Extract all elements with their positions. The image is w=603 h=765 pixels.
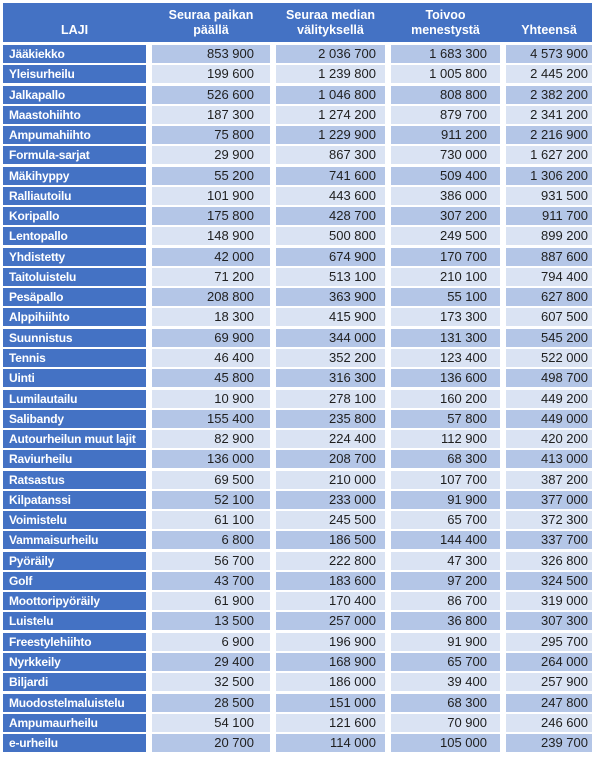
table-row: [3, 430, 592, 448]
total-value-cell: 2 445 200: [506, 65, 592, 83]
media-value-cell: 443 600: [276, 187, 385, 205]
hope-value-cell: 136 600: [391, 369, 500, 387]
sport-name-cell: Formula-sarjat: [3, 146, 146, 164]
hope-value-cell: 97 200: [391, 572, 500, 590]
media-value-cell: 257 000: [276, 612, 385, 630]
hope-value-cell: 509 400: [391, 167, 500, 185]
media-value-cell: 235 800: [276, 410, 385, 428]
onsite-value-cell: 43 700: [152, 572, 270, 590]
table-row: [3, 450, 592, 468]
onsite-value-cell: 55 200: [152, 167, 270, 185]
onsite-value-cell: 526 600: [152, 86, 270, 104]
hope-value-cell: 57 800: [391, 410, 500, 428]
sport-name-cell: Mäkihyppy: [3, 167, 146, 185]
onsite-value-cell: 52 100: [152, 491, 270, 509]
table-row: [3, 410, 592, 428]
hope-value-cell: 86 700: [391, 592, 500, 610]
sport-name-cell: Vammaisurheilu: [3, 531, 146, 549]
onsite-value-cell: 18 300: [152, 308, 270, 326]
hope-value-cell: 65 700: [391, 653, 500, 671]
table-row: [3, 592, 592, 610]
media-value-cell: 2 036 700: [276, 45, 385, 63]
hope-value-cell: 68 300: [391, 450, 500, 468]
sport-name-cell: Pesäpallo: [3, 288, 146, 306]
media-value-cell: 1 046 800: [276, 86, 385, 104]
media-value-cell: 316 300: [276, 369, 385, 387]
sport-name-cell: Pyöräily: [3, 552, 146, 570]
onsite-value-cell: 45 800: [152, 369, 270, 387]
table-row: [3, 572, 592, 590]
onsite-value-cell: 42 000: [152, 248, 270, 266]
media-value-cell: 186 500: [276, 531, 385, 549]
media-value-cell: 222 800: [276, 552, 385, 570]
onsite-value-cell: 10 900: [152, 390, 270, 408]
onsite-value-cell: 187 300: [152, 106, 270, 124]
onsite-value-cell: 69 500: [152, 471, 270, 489]
hope-value-cell: 91 900: [391, 491, 500, 509]
hope-value-cell: 36 800: [391, 612, 500, 630]
total-value-cell: 911 700: [506, 207, 592, 225]
sport-name-cell: Lentopallo: [3, 227, 146, 245]
hope-value-cell: 70 900: [391, 714, 500, 732]
total-value-cell: 372 300: [506, 511, 592, 529]
table-row: [3, 612, 592, 630]
total-value-cell: 264 000: [506, 653, 592, 671]
media-value-cell: 186 000: [276, 673, 385, 691]
hope-value-cell: 307 200: [391, 207, 500, 225]
onsite-value-cell: 155 400: [152, 410, 270, 428]
hope-value-cell: 808 800: [391, 86, 500, 104]
onsite-value-cell: 148 900: [152, 227, 270, 245]
onsite-value-cell: 208 800: [152, 288, 270, 306]
table-row: [3, 734, 592, 752]
hope-value-cell: 55 100: [391, 288, 500, 306]
sport-name-cell: Yhdistetty: [3, 248, 146, 266]
hope-value-cell: 160 200: [391, 390, 500, 408]
table-row: [3, 369, 592, 387]
sport-name-cell: Voimistelu: [3, 511, 146, 529]
media-value-cell: 344 000: [276, 329, 385, 347]
table-row: [3, 126, 592, 144]
table-row: [3, 248, 592, 266]
sport-name-cell: Raviurheilu: [3, 450, 146, 468]
table-row: [3, 288, 592, 306]
media-value-cell: 151 000: [276, 694, 385, 712]
media-value-cell: 500 800: [276, 227, 385, 245]
hope-value-cell: 105 000: [391, 734, 500, 752]
header-seuraa-paikan-paalla: Seuraa paikan päällä: [168, 8, 254, 37]
table-row: [3, 329, 592, 347]
media-value-cell: 1 239 800: [276, 65, 385, 83]
table-row: [3, 633, 592, 651]
table-row: [3, 491, 592, 509]
table-row: [3, 167, 592, 185]
table-row: [3, 552, 592, 570]
onsite-value-cell: 6 800: [152, 531, 270, 549]
total-value-cell: 2 341 200: [506, 106, 592, 124]
media-value-cell: 114 000: [276, 734, 385, 752]
table-row: [3, 86, 592, 104]
total-value-cell: 607 500: [506, 308, 592, 326]
total-value-cell: 449 200: [506, 390, 592, 408]
sport-name-cell: Ampumaurheilu: [3, 714, 146, 732]
table-row: [3, 531, 592, 549]
media-value-cell: 196 900: [276, 633, 385, 651]
table-row: [3, 187, 592, 205]
media-value-cell: 428 700: [276, 207, 385, 225]
sport-name-cell: Salibandy: [3, 410, 146, 428]
onsite-value-cell: 20 700: [152, 734, 270, 752]
total-value-cell: 387 200: [506, 471, 592, 489]
media-value-cell: 363 900: [276, 288, 385, 306]
sport-name-cell: Alppihiihto: [3, 308, 146, 326]
total-value-cell: 319 000: [506, 592, 592, 610]
sport-name-cell: Freestylehiihto: [3, 633, 146, 651]
hope-value-cell: 730 000: [391, 146, 500, 164]
table-row: [3, 146, 592, 164]
total-value-cell: 257 900: [506, 673, 592, 691]
sport-name-cell: Ampumahiihto: [3, 126, 146, 144]
header-laji: LAJI: [60, 22, 89, 37]
hope-value-cell: 911 200: [391, 126, 500, 144]
sport-name-cell: Biljardi: [3, 673, 146, 691]
table-row: [3, 106, 592, 124]
sport-name-cell: Luistelu: [3, 612, 146, 630]
onsite-value-cell: 75 800: [152, 126, 270, 144]
total-value-cell: 295 700: [506, 633, 592, 651]
total-value-cell: 307 300: [506, 612, 592, 630]
hope-value-cell: 68 300: [391, 694, 500, 712]
onsite-value-cell: 29 900: [152, 146, 270, 164]
sport-name-cell: Nyrkkeily: [3, 653, 146, 671]
total-value-cell: 377 000: [506, 491, 592, 509]
media-value-cell: 1 229 900: [276, 126, 385, 144]
sport-name-cell: Koripallo: [3, 207, 146, 225]
sport-name-cell: Kilpatanssi: [3, 491, 146, 509]
total-value-cell: 1 306 200: [506, 167, 592, 185]
table-row: [3, 268, 592, 286]
sport-name-cell: Suunnistus: [3, 329, 146, 347]
sport-name-cell: Maastohiihto: [3, 106, 146, 124]
media-value-cell: 210 000: [276, 471, 385, 489]
hope-value-cell: 47 300: [391, 552, 500, 570]
hope-value-cell: 107 700: [391, 471, 500, 489]
media-value-cell: 674 900: [276, 248, 385, 266]
hope-value-cell: 65 700: [391, 511, 500, 529]
table-row: [3, 673, 592, 691]
table-row: [3, 227, 592, 245]
media-value-cell: 513 100: [276, 268, 385, 286]
sport-name-cell: Uinti: [3, 369, 146, 387]
hope-value-cell: 173 300: [391, 308, 500, 326]
hope-value-cell: 386 000: [391, 187, 500, 205]
media-value-cell: 183 600: [276, 572, 385, 590]
total-value-cell: 246 600: [506, 714, 592, 732]
total-value-cell: 887 600: [506, 248, 592, 266]
table-row: [3, 308, 592, 326]
media-value-cell: 245 500: [276, 511, 385, 529]
total-value-cell: 324 500: [506, 572, 592, 590]
hope-value-cell: 91 900: [391, 633, 500, 651]
total-value-cell: 420 200: [506, 430, 592, 448]
hope-value-cell: 879 700: [391, 106, 500, 124]
sport-name-cell: Moottoripyöräily: [3, 592, 146, 610]
sport-name-cell: Ratsastus: [3, 471, 146, 489]
total-value-cell: 794 400: [506, 268, 592, 286]
table-row: [3, 694, 592, 712]
media-value-cell: 352 200: [276, 349, 385, 367]
table-row: [3, 653, 592, 671]
hope-value-cell: 1 683 300: [391, 45, 500, 63]
onsite-value-cell: 71 200: [152, 268, 270, 286]
table-header: [3, 3, 592, 42]
total-value-cell: 899 200: [506, 227, 592, 245]
hope-value-cell: 170 700: [391, 248, 500, 266]
sport-name-cell: Taitoluistelu: [3, 268, 146, 286]
total-value-cell: 2 382 200: [506, 86, 592, 104]
sport-name-cell: Golf: [3, 572, 146, 590]
sport-name-cell: Lumilautailu: [3, 390, 146, 408]
sport-name-cell: Yleisurheilu: [3, 65, 146, 83]
onsite-value-cell: 175 800: [152, 207, 270, 225]
table-body: [3, 45, 592, 752]
total-value-cell: 239 700: [506, 734, 592, 752]
media-value-cell: 1 274 200: [276, 106, 385, 124]
onsite-value-cell: 29 400: [152, 653, 270, 671]
onsite-value-cell: 136 000: [152, 450, 270, 468]
onsite-value-cell: 32 500: [152, 673, 270, 691]
onsite-value-cell: 61 100: [152, 511, 270, 529]
total-value-cell: 522 000: [506, 349, 592, 367]
hope-value-cell: 144 400: [391, 531, 500, 549]
sport-name-cell: Tennis: [3, 349, 146, 367]
sport-name-cell: Jääkiekko: [3, 45, 146, 63]
onsite-value-cell: 61 900: [152, 592, 270, 610]
media-value-cell: 741 600: [276, 167, 385, 185]
hope-value-cell: 131 300: [391, 329, 500, 347]
sport-name-cell: e-urheilu: [3, 734, 146, 752]
media-value-cell: 233 000: [276, 491, 385, 509]
table-row: [3, 45, 592, 63]
total-value-cell: 247 800: [506, 694, 592, 712]
table-row: [3, 511, 592, 529]
hope-value-cell: 39 400: [391, 673, 500, 691]
onsite-value-cell: 853 900: [152, 45, 270, 63]
media-value-cell: 415 900: [276, 308, 385, 326]
total-value-cell: 449 000: [506, 410, 592, 428]
media-value-cell: 168 900: [276, 653, 385, 671]
table-row: [3, 390, 592, 408]
hope-value-cell: 112 900: [391, 430, 500, 448]
header-seuraa-median-valityksella: Seuraa median välityksellä: [286, 8, 375, 37]
sport-name-cell: Muodostelmaluistelu: [3, 694, 146, 712]
media-value-cell: 278 100: [276, 390, 385, 408]
table-row: [3, 349, 592, 367]
total-value-cell: 931 500: [506, 187, 592, 205]
media-value-cell: 208 700: [276, 450, 385, 468]
onsite-value-cell: 82 900: [152, 430, 270, 448]
table-row: [3, 207, 592, 225]
media-value-cell: 170 400: [276, 592, 385, 610]
hope-value-cell: 210 100: [391, 268, 500, 286]
total-value-cell: 337 700: [506, 531, 592, 549]
onsite-value-cell: 6 900: [152, 633, 270, 651]
total-value-cell: 326 800: [506, 552, 592, 570]
onsite-value-cell: 56 700: [152, 552, 270, 570]
onsite-value-cell: 101 900: [152, 187, 270, 205]
hope-value-cell: 123 400: [391, 349, 500, 367]
total-value-cell: 627 800: [506, 288, 592, 306]
total-value-cell: 413 000: [506, 450, 592, 468]
onsite-value-cell: 69 900: [152, 329, 270, 347]
onsite-value-cell: 46 400: [152, 349, 270, 367]
sport-name-cell: Jalkapallo: [3, 86, 146, 104]
onsite-value-cell: 28 500: [152, 694, 270, 712]
table-row: [3, 65, 592, 83]
onsite-value-cell: 54 100: [152, 714, 270, 732]
media-value-cell: 867 300: [276, 146, 385, 164]
onsite-value-cell: 199 600: [152, 65, 270, 83]
hope-value-cell: 1 005 800: [391, 65, 500, 83]
table-row: [3, 714, 592, 732]
total-value-cell: 545 200: [506, 329, 592, 347]
total-value-cell: 1 627 200: [506, 146, 592, 164]
sport-name-cell: Ralliautoilu: [3, 187, 146, 205]
onsite-value-cell: 13 500: [152, 612, 270, 630]
total-value-cell: 4 573 900: [506, 45, 592, 63]
total-value-cell: 2 216 900: [506, 126, 592, 144]
hope-value-cell: 249 500: [391, 227, 500, 245]
media-value-cell: 224 400: [276, 430, 385, 448]
sport-name-cell: Autourheilun muut lajit: [3, 430, 146, 448]
table-row: [3, 471, 592, 489]
header-yhteensa: Yhteensä: [521, 22, 577, 37]
media-value-cell: 121 600: [276, 714, 385, 732]
header-toivoo-menestysta: Toivoo menestystä: [411, 8, 480, 37]
total-value-cell: 498 700: [506, 369, 592, 387]
